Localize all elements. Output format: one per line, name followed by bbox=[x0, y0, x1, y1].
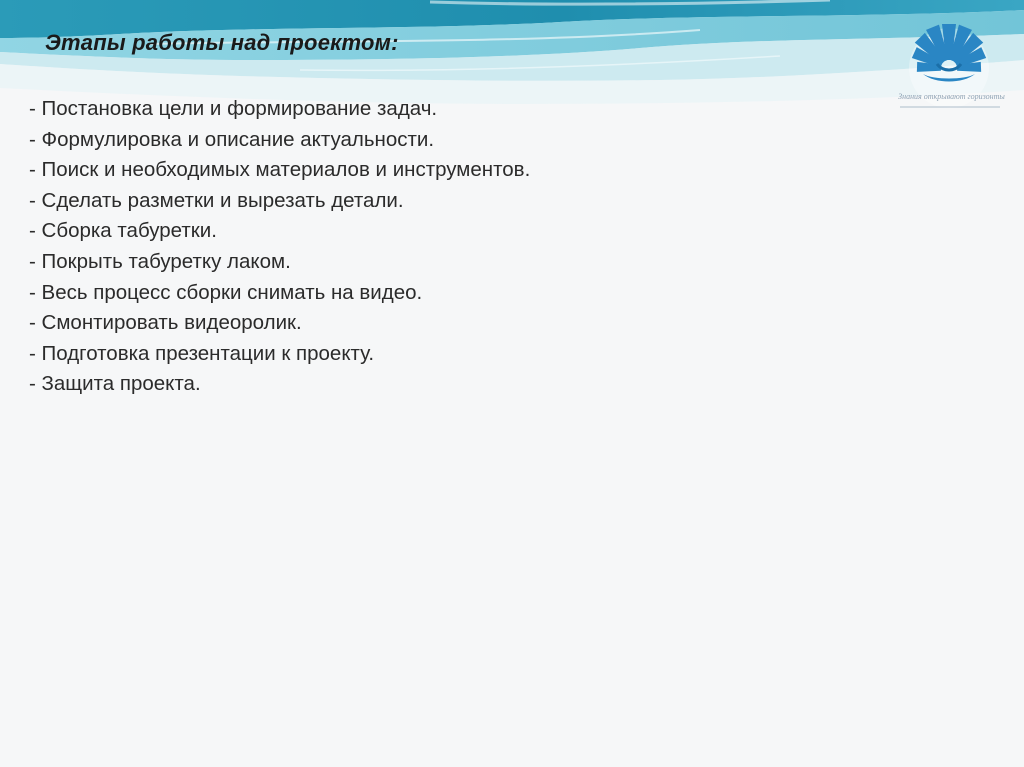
list-item: - Поиск и необходимых материалов и инструментов. bbox=[29, 158, 531, 182]
list-item: - Покрыть табуретку лаком. bbox=[29, 249, 291, 273]
list-item: - Постановка цели и формирование задач. bbox=[29, 97, 438, 120]
sunburst-emblem-icon bbox=[882, 2, 1017, 122]
stages-list bbox=[29, 94, 530, 400]
list-item: - Сделать разметки и вырезать детали. bbox=[29, 188, 404, 212]
logo-divider bbox=[900, 106, 1000, 108]
list-item: - Формулировка и описание актуальности. bbox=[29, 127, 435, 151]
list-item: - Подготовка презентации к проекту. bbox=[29, 341, 375, 365]
slide-title: Этапы работы над проектом: bbox=[45, 30, 399, 55]
logo-tagline: Знания открывают горизонты bbox=[898, 92, 1005, 101]
list-item: - Смонтировать видеоролик. bbox=[29, 311, 302, 335]
list-item: - Защита проекта. bbox=[29, 372, 201, 396]
list-item: - Сборка табуретки. bbox=[29, 219, 217, 243]
list-item: - Весь процесс сборки снимать на видео. bbox=[29, 280, 423, 304]
